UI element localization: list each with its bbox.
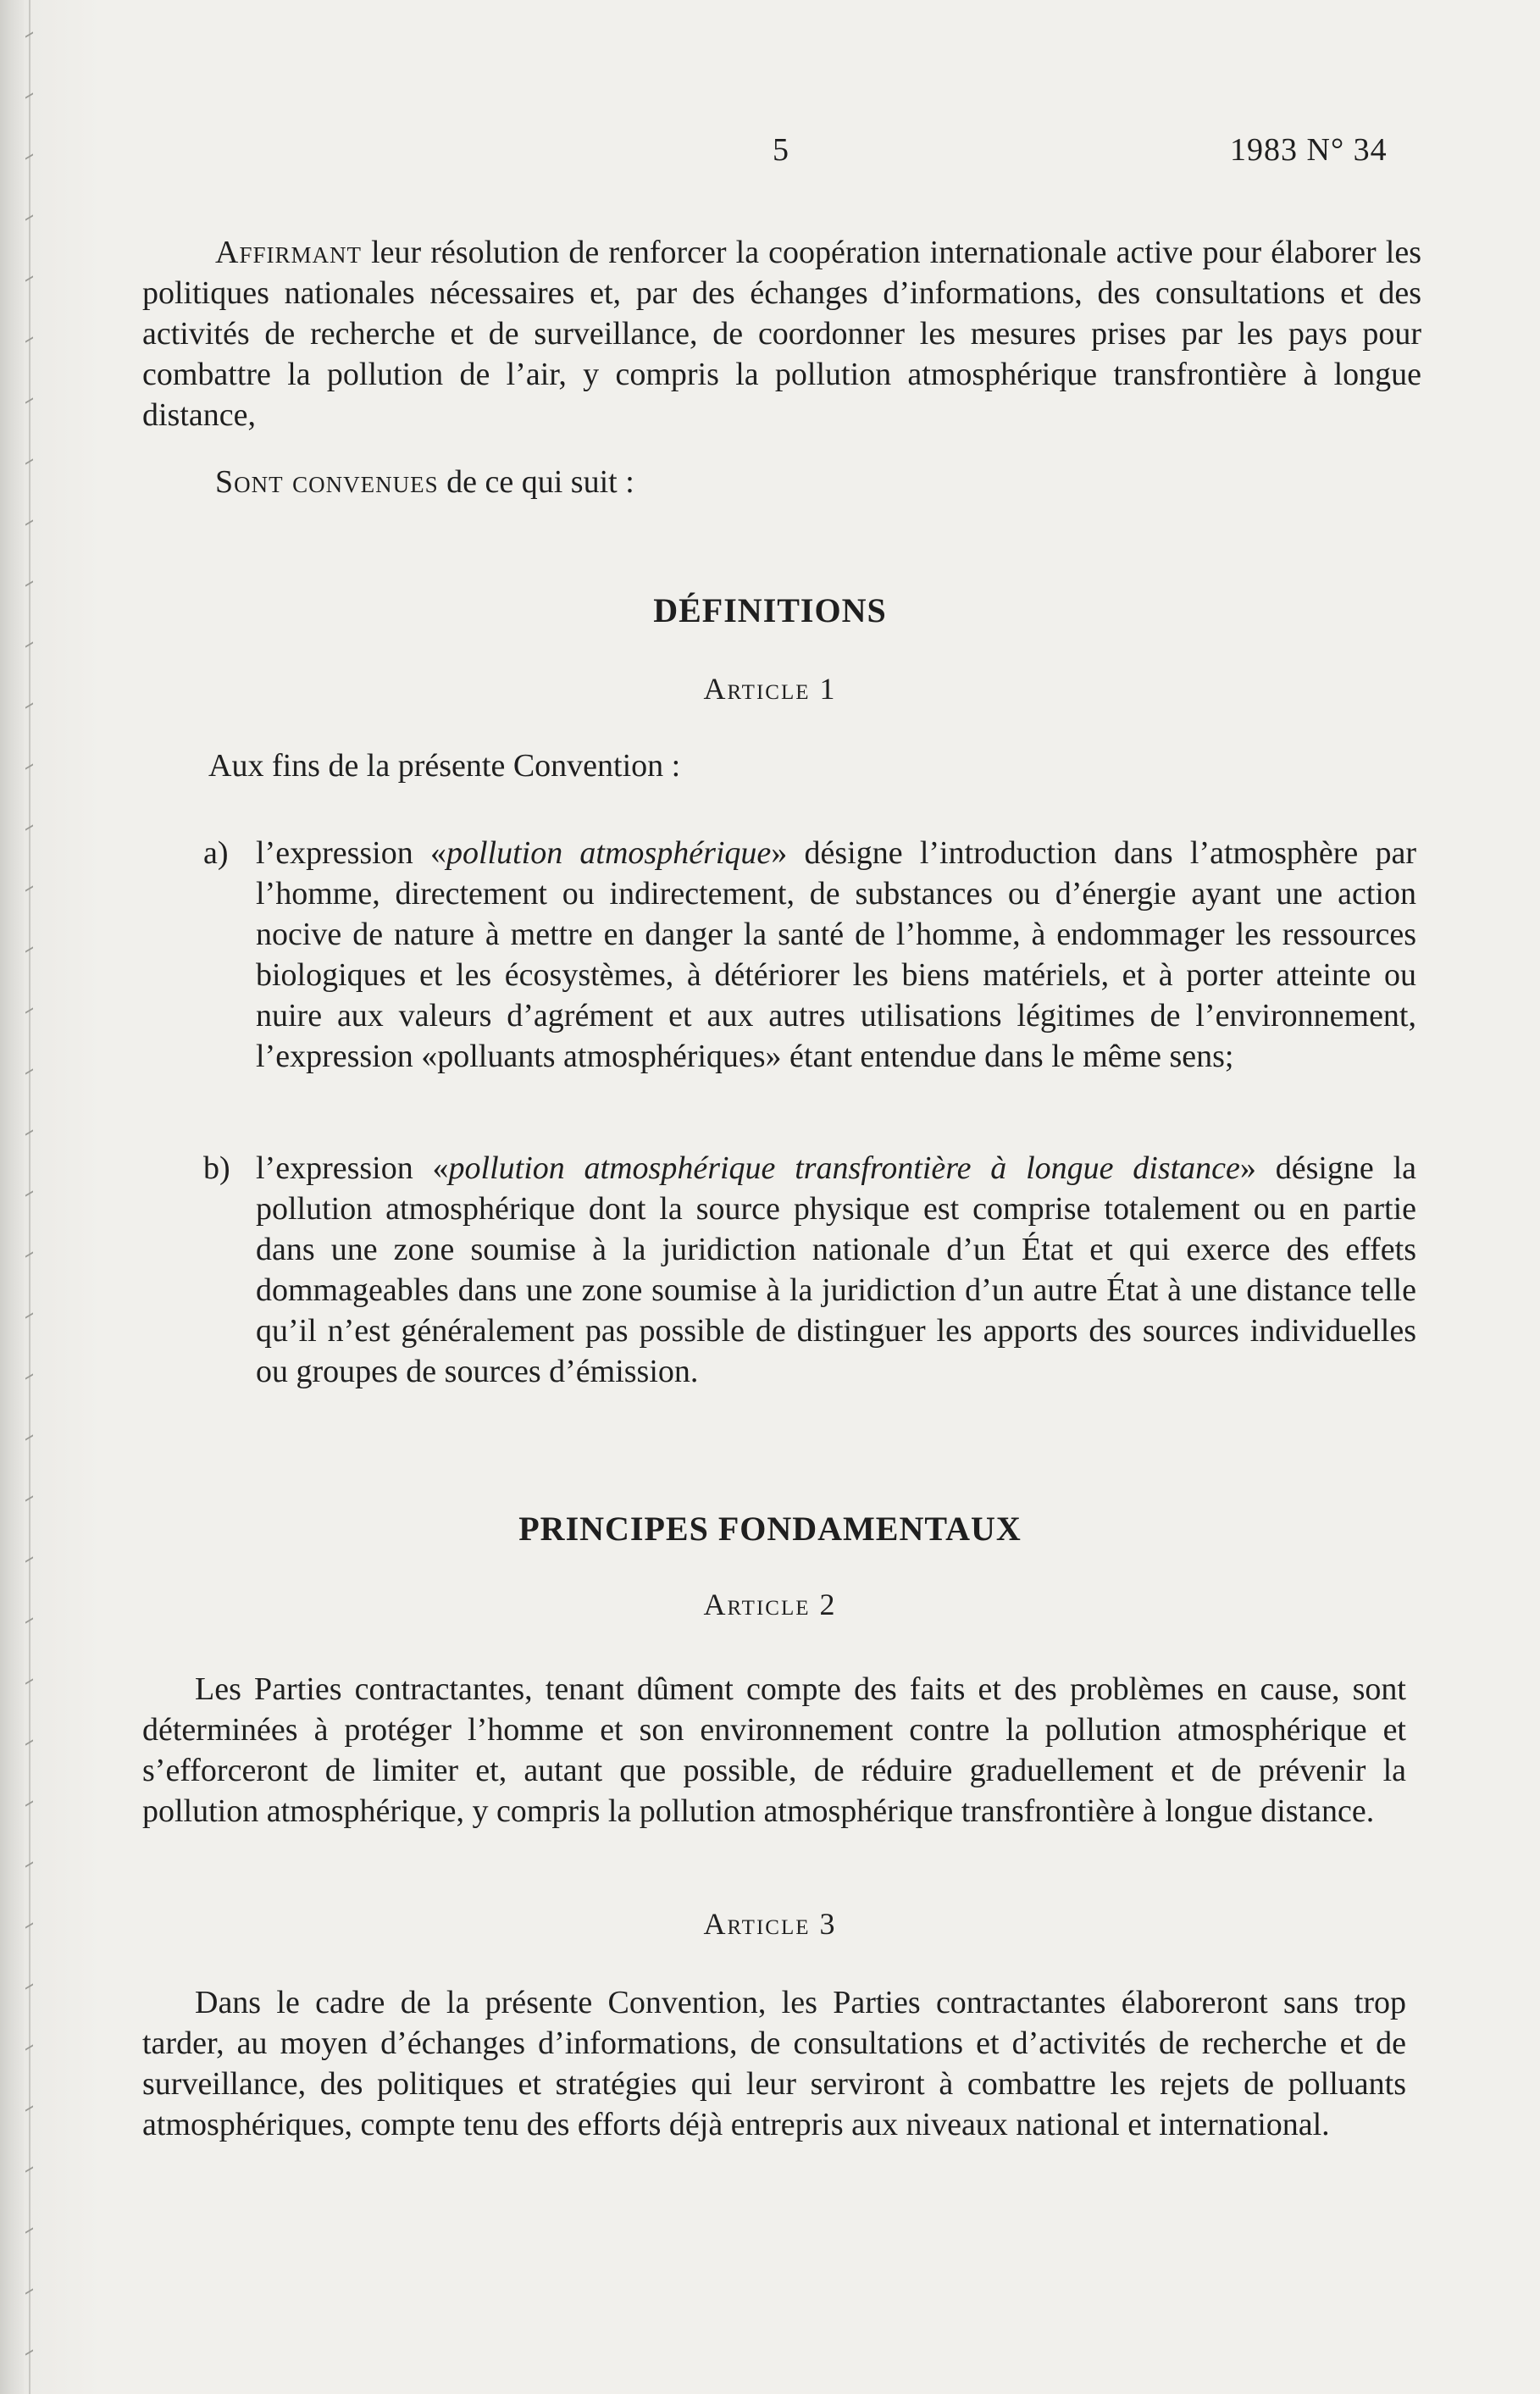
article-2-heading: Article 2 (703, 1588, 837, 1621)
item-label: a) (203, 835, 229, 871)
item-term: pollution atmosphérique transfrontière à longue distance (448, 1150, 1240, 1186)
article-2-text: Les Parties contractantes, tenant dûment compte des faits et des problèmes en cause, sont déterminées à protéger l’homme et son environnement contre la pollution atmosphérique et s’efforceront de limiter et, autant que possible, de réduire graduellement et de prévenir la pollution atmosphérique, y compris la pollution atmosphérique transfrontière à longue distance. (142, 1671, 1406, 1829)
section-title-principes: PRINCIPES FONDAMENTAUX (518, 1510, 1022, 1548)
item-label: b) (203, 1150, 230, 1186)
item-text (256, 833, 1416, 1077)
article-1-intro: Aux fins de la présente Convention : (208, 748, 681, 784)
sont-lead: Sont convenues (215, 464, 439, 500)
affirmant-lead: Affirmant (215, 235, 362, 270)
item-term: pollution atmosphérique (446, 835, 772, 871)
paragraph-affirmant (142, 232, 1421, 435)
item-text (256, 1148, 1416, 1392)
definition-item-a (203, 833, 1423, 1112)
item-text-pre: l’expression « (256, 1150, 449, 1186)
paragraph-sont-convenues (215, 462, 1418, 502)
item-text-post: » désigne l’introduction dans l’atmosphère par l’homme, directement ou indirectement, de substances ou d’énergie ayant une action nocive de nature à mettre en danger la santé de l’homme, à endommager les ressources biologiques et les écosystèmes, à détériorer les biens matériels, et à porter atteinte ou nuire aux valeurs d’agrément et aux autres utilisations légitimes de l’environnement, l’expression «polluants atmosphériques» étant entendue dans le même sens; (256, 835, 1416, 1074)
article-3-heading: Article 3 (703, 1907, 837, 1941)
document-reference: 1983 N° 34 (1230, 132, 1388, 168)
item-text-pre: l’expression « (256, 835, 446, 871)
item-text-post: » désigne la pollution atmosphérique dont la source physique est comprise totalement ou en partie dans une zone soumise à la juridiction nationale d’un État et qui exerce des effets dommageables dans une zone soumise à la juridiction d’un autre État à une distance telle qu’il n’est généralement pas possible de distinguer les apports des sources individuelles ou groupes de sources d’émission. (256, 1150, 1416, 1389)
section-title-definitions: DÉFINITIONS (653, 591, 887, 629)
sont-text: de ce qui suit : (438, 464, 634, 500)
article-1-heading: Article 1 (703, 672, 837, 706)
page-binding (0, 0, 24, 2394)
article-3-text: Dans le cadre de la présente Convention, les Parties contractantes élaboreront sans trop tarder, au moyen d’échanges d’informations, de consultations et d’activités de recherche et de surveillance, des politiques et stratégies qui leur serviront à combattre les rejets de polluants atmosphériques, compte tenu des efforts déjà entrepris aux niveaux national et international. (142, 1985, 1406, 2142)
definition-item-b (203, 1148, 1423, 1427)
page-number: 5 (773, 132, 789, 168)
affirmant-text: leur résolution de renforcer la coopération internationale active pour élaborer les politiques nationales nécessaires et, par des échanges d’informations, des consultations et des activités de recherche et de surveillance, de coordonner les mesures prises par les pays pour combattre la pollution de l’air, y compris la pollution atmosphérique transfrontière à longue distance, (142, 235, 1421, 433)
